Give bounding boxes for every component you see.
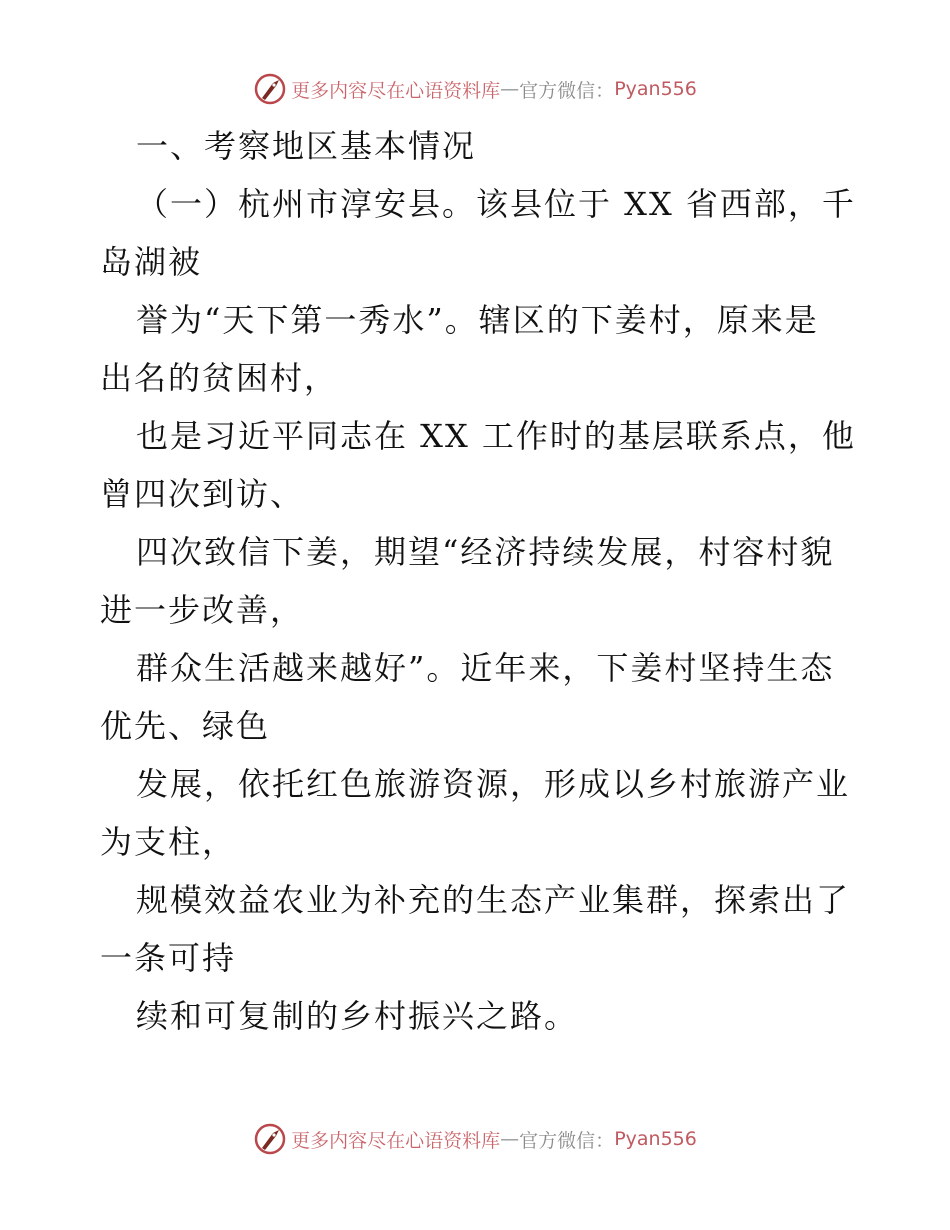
paragraph-line: （一）杭州市淳安县。该县位于 XX 省西部，千	[136, 185, 856, 223]
paragraph-line: 进一步改善，	[100, 591, 305, 629]
paragraph-line: 群众生活越来越好”。近年来，下姜村坚持生态	[136, 649, 835, 687]
paragraph-line: 发展，依托红色旅游资源，形成以乡村旅游产业	[136, 765, 851, 803]
paragraph-line: 也是习近平同志在 XX 工作时的基层联系点，他	[136, 417, 856, 455]
paragraph-line: 续和可复制的乡村振兴之路。	[136, 997, 579, 1035]
paragraph-line: 曾四次到访、	[100, 475, 305, 513]
paragraph-line: 四次致信下姜，期望“经济持续发展，村容村貌	[136, 533, 835, 571]
paragraph-line: 誉为“天下第一秀水”。辖区的下姜村，原来是	[136, 301, 819, 339]
watermark-text: 更多内容尽在心语资料库	[291, 1129, 501, 1152]
watermark-wechat-id: Pyan556	[614, 1128, 697, 1150]
paragraph-line: 优先、绿色	[100, 707, 271, 745]
paragraph-line: 为支柱，	[100, 823, 237, 861]
footer-watermark	[0, 1122, 950, 1156]
watermark-wechat-id: Pyan556	[614, 78, 697, 100]
paragraph-line: 出名的贫困村，	[100, 359, 339, 397]
header-watermark	[0, 72, 950, 106]
watermark-dash: —	[500, 78, 520, 100]
paragraph-line: 岛湖被	[100, 243, 203, 281]
watermark-dash: —	[500, 1128, 520, 1150]
watermark-wechat-label: 官方微信：	[519, 79, 615, 102]
watermark-wechat-label: 官方微信：	[519, 1129, 615, 1152]
watermark-text: 更多内容尽在心语资料库	[291, 79, 501, 102]
section-heading: 一、考察地区基本情况	[136, 127, 477, 165]
paragraph-line: 一条可持	[100, 939, 237, 977]
pen-nib-logo-icon	[253, 1122, 287, 1156]
pen-nib-logo-icon	[253, 72, 287, 106]
paragraph-line: 规模效益农业为补充的生态产业集群，探索出了	[136, 881, 851, 919]
